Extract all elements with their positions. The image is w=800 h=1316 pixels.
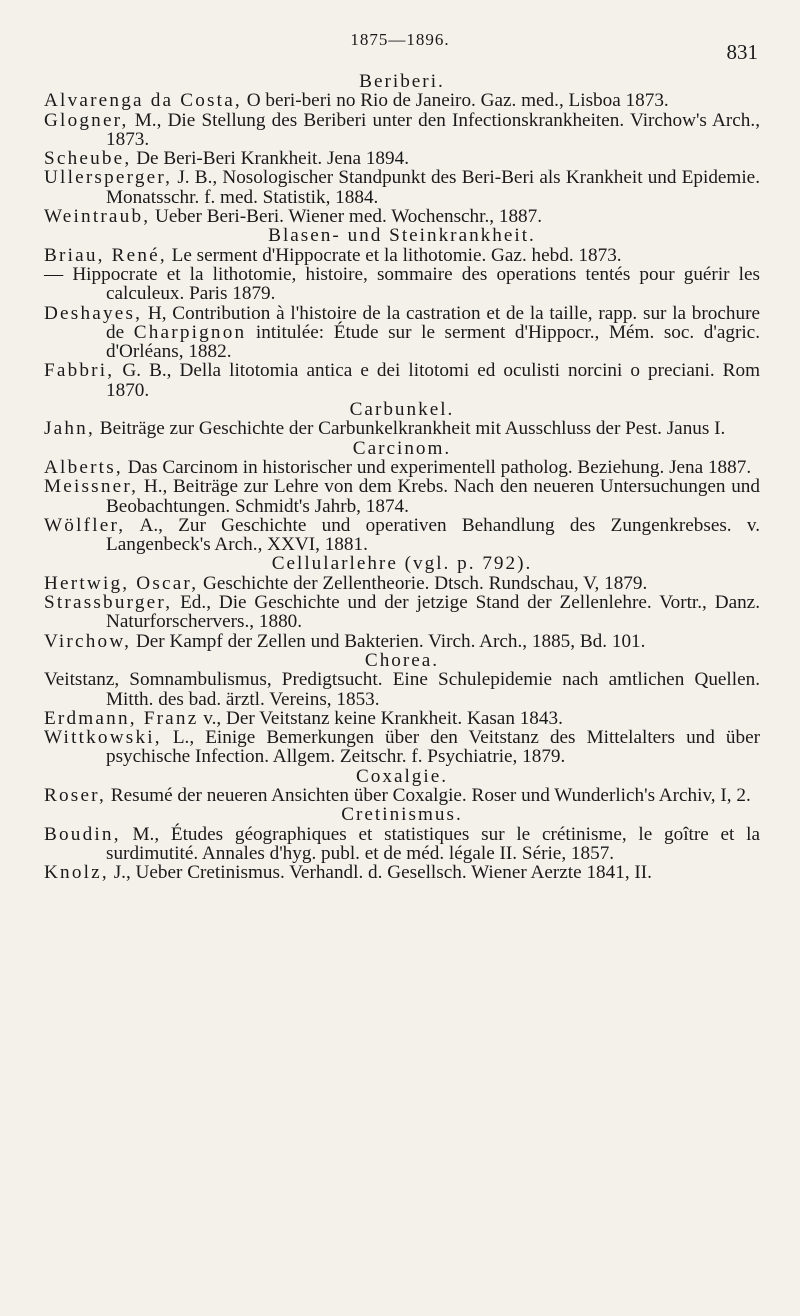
bibliography-entry [44, 246, 760, 265]
entry-author: Wölfler, [44, 514, 126, 536]
running-head: 1875—1896. [350, 30, 450, 49]
page-number: 831 [726, 40, 758, 64]
entry-text: G. B., Della litotomia antica e dei litotomi ed oculisti norcini o preciani. Rom 1870. [106, 360, 760, 401]
entry-text: Ed., Die Geschichte und der jetzige Stand der Zellenlehre. Vortr., Danz. Naturforschervers., 1880. [106, 592, 760, 633]
bibliography-entry [44, 574, 760, 593]
entry-author: Hertwig, Oscar, [44, 572, 199, 594]
bibliography-entry [44, 207, 760, 226]
entry-author: Deshayes, [44, 302, 143, 324]
entry-text: A., Zur Geschichte und operativen Behandlung des Zungenkrebses. v. Langenbeck's Arch., XXVI, 1881. [106, 514, 760, 556]
entry-author: Boudin, [44, 823, 121, 845]
entry-author: Alberts, [44, 456, 123, 478]
bibliography-entry [44, 91, 760, 110]
bibliography-entry [44, 304, 760, 362]
bibliography-entry [44, 593, 760, 632]
entry-spaced-name: Charpignon [133, 321, 247, 343]
bibliography-entry [44, 728, 760, 767]
bibliography-entry [44, 419, 760, 438]
bibliography-entry [44, 149, 760, 168]
entry-author: Fabbri, [44, 360, 115, 382]
section-heading: Beriberi. [359, 71, 445, 92]
entry-author: Glogner, [44, 109, 129, 131]
entry-text: Beiträge zur Geschichte der Carbunkelkrankheit mit Ausschluss der Pest. Janus I. [94, 418, 726, 440]
entry-text: Das Carcinom in historischer und experimentell patholog. Beziehung. Jena 1887. [122, 456, 752, 478]
bibliography-entry [44, 265, 760, 304]
entry-text: — Hippocrate et la lithotomie, histoire, sommaire des operations tentés pour guérir les calculeux. Paris 1879. [44, 263, 760, 305]
entry-text: Der Kampf der Zellen und Bakterien. Virch. Arch., 1885, Bd. 101. [131, 630, 646, 652]
entry-text: Le serment d'Hippocrate et la lithotomie. Gaz. hebd. 1873. [166, 244, 622, 266]
entry-author: Strassburger, [44, 592, 173, 614]
bibliography-entry [44, 458, 760, 477]
entry-author: Alvarenga da Costa, [44, 90, 242, 112]
section-heading: Carbunkel. [349, 399, 455, 421]
entry-author: Virchow, [44, 630, 132, 652]
bibliography-entry [44, 361, 760, 400]
entry-text: Geschichte der Zellentheorie. Dtsch. Rundschau, V, 1879. [198, 572, 648, 594]
entry-text: H, Contribution à l'histoire de la castration et de la taille, rapp. sur la brochure de [106, 302, 760, 343]
bibliography-entry [44, 786, 760, 805]
entry-text: J., Ueber Cretinismus. Verhandl. d. Gesellsch. Wiener Aerzte 1841, II. [108, 862, 652, 884]
bibliography-entry [44, 168, 760, 207]
bibliography-entry [44, 825, 760, 864]
section-heading: Cretinismus. [341, 804, 463, 826]
entry-text: M., Études géographiques et statistiques sur le crétinisme, le goître et la surdimutité. Annales d'hyg. publ. et de méd. légale II. Série, 1857. [106, 823, 760, 864]
entry-text: H., Beiträge zur Lehre von dem Krebs. Nach den neueren Untersuchungen und Beobachtungen. Schmidt's Jahrb, 1874. [106, 476, 760, 517]
entry-text: M., Die Stellung des Beriberi unter den Infectionskrankheiten. Virchow's Arch., 1873. [106, 109, 760, 150]
entry-text: J. B., Nosologischer Standpunkt des Beri-Beri als Krankheit und Epidemie. Monatsschr. f. med. Statistik, 1884. [106, 167, 760, 208]
entry-author: Weintraub, [44, 206, 151, 228]
entry-text: Ueber Beri-Beri. Wiener med. Wochenschr., 1887. [150, 206, 543, 228]
section-heading: Blasen- und Steinkrankheit. [268, 225, 536, 247]
section-heading: Coxalgie. [355, 765, 449, 787]
entry-author: Meissner, [44, 476, 139, 498]
bibliography-entry [44, 516, 760, 555]
entry-author: Scheube, [44, 148, 132, 170]
entry-author: Roser, [44, 784, 106, 806]
bibliography-entry [44, 863, 760, 882]
entry-text: De Beri-Beri Krankheit. Jena 1894. [131, 148, 410, 170]
entry-text: v., Der Veitstanz keine Krankheit. Kasan 1843. [198, 707, 563, 729]
entry-author: Knolz, [44, 862, 109, 884]
entry-text: Veitstanz, Somnambulismus, Predigtsucht. Eine Schulepidemie nach amtlichen Quellen. Mitth. des bad. ärztl. Vereins, 1853. [44, 669, 760, 710]
section-heading: Carcinom. [352, 437, 452, 459]
bibliography-entry [44, 709, 760, 728]
section-heading: Cellularlehre (vgl. p. 792). [271, 553, 533, 575]
entry-text: Resumé der neueren Ansichten über Coxalgie. Roser und Wunderlich's Archiv, I, 2. [106, 784, 751, 806]
entry-author: Ullersperger, [44, 167, 173, 189]
entry-author: Erdmann, Franz [44, 707, 199, 729]
bibliography-entry [44, 477, 760, 516]
entry-author: Jahn, [44, 418, 95, 440]
entry-author: Briau, René, [44, 244, 167, 266]
bibliography-body [44, 72, 760, 882]
bibliography-entry [44, 111, 760, 150]
entry-text: O beri-beri no Rio de Janeiro. Gaz. med., Lisboa 1873. [241, 90, 669, 112]
entry-author: Wittkowski, [44, 727, 162, 749]
bibliography-entry [44, 670, 760, 709]
entry-text-continued: intitulée: Étude sur le serment d'Hippocr., Mém. soc. d'agric. d'Orléans, 1882. [106, 321, 760, 363]
section-heading: Chorea. [364, 649, 440, 671]
bibliography-entry [44, 632, 760, 651]
entry-text: L., Einige Bemerkungen über den Veitstanz des Mittelalters und über psychische Infection. Allgem. Zeitschr. f. Psychiatrie, 1879. [106, 727, 760, 768]
